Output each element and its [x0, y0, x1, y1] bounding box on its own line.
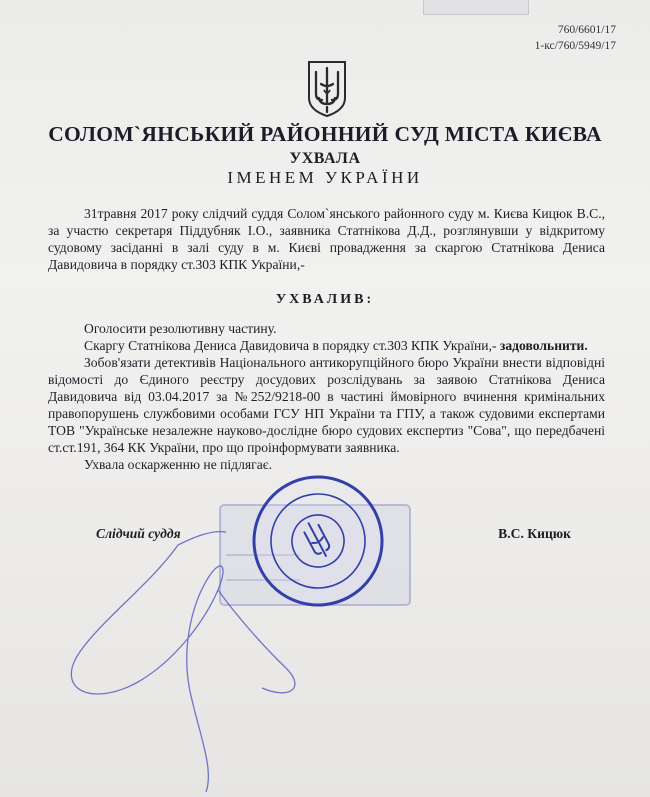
- case-number-secondary: 1-кс/760/5949/17: [534, 40, 616, 52]
- rulings-section: [48, 320, 605, 473]
- signature-row: [48, 526, 605, 546]
- handwritten-signature: [71, 532, 295, 792]
- case-number-primary: 760/6601/17: [557, 24, 616, 36]
- ruling-item-2: [48, 337, 605, 354]
- ruling-item-2-bold: задовольнити.: [499, 338, 588, 353]
- trident-coat-of-arms-icon: [307, 60, 347, 118]
- court-name: СОЛОМ`ЯНСЬКИЙ РАЙОННИЙ СУД МІСТА КИЄВА: [48, 122, 602, 146]
- signature-name: В.С. Кицюк: [498, 526, 571, 541]
- signature-role: Слідчий суддя: [96, 526, 181, 541]
- in-name-of-ukraine: ІМЕНЕМ УКРАЇНИ: [227, 168, 423, 187]
- intro-paragraph: 31травня 2017 року слідчий суддя Солом`янського районного суду м. Києва Кицюк В.С., за участю секретаря Піддубняк І.О., заявника Статнікова Д.Д., розглянувши у відкритому судовому засіданні в залі суду в м. Києві провадження за скаргою Статнікова Дениса Давидовича в порядку ст.303 КПК України,-: [48, 206, 605, 272]
- document-type: УХВАЛА: [289, 150, 361, 167]
- ruled-heading: УХВАЛИВ:: [275, 292, 375, 307]
- case-numbers: [535, 22, 616, 54]
- office-date-stamp: [220, 505, 410, 605]
- ruling-item-3: Зобов'язати детективів Національного антикорупційного бюро України внести відповідні відомості до Єдиного реєстру досудових розслідувань за заявою Статнікова Дениса Давидовича від 03.04.2017 за №252/9218-00 в частині ймовірного вчинення кримінальних правопорушень службовими особами ГСУ НП України та ГПУ, а також судовими експертами ТОВ "Українське незалежне науково-дослідне бюро судових експертиз "Сова", що передбачені ст.ст.191, 364 КК України, про що проінформувати заявника.: [48, 355, 605, 455]
- ruling-item-1: Оголосити резолютивну частину.: [84, 321, 277, 336]
- ruling-item-4: Ухвала оскарженню не підлягає.: [84, 457, 272, 472]
- ruling-item-2-text: Скаргу Статнікова Дениса Давидовича в порядку ст.303 КПК України,-: [84, 338, 497, 353]
- corner-stamp: [423, 0, 529, 15]
